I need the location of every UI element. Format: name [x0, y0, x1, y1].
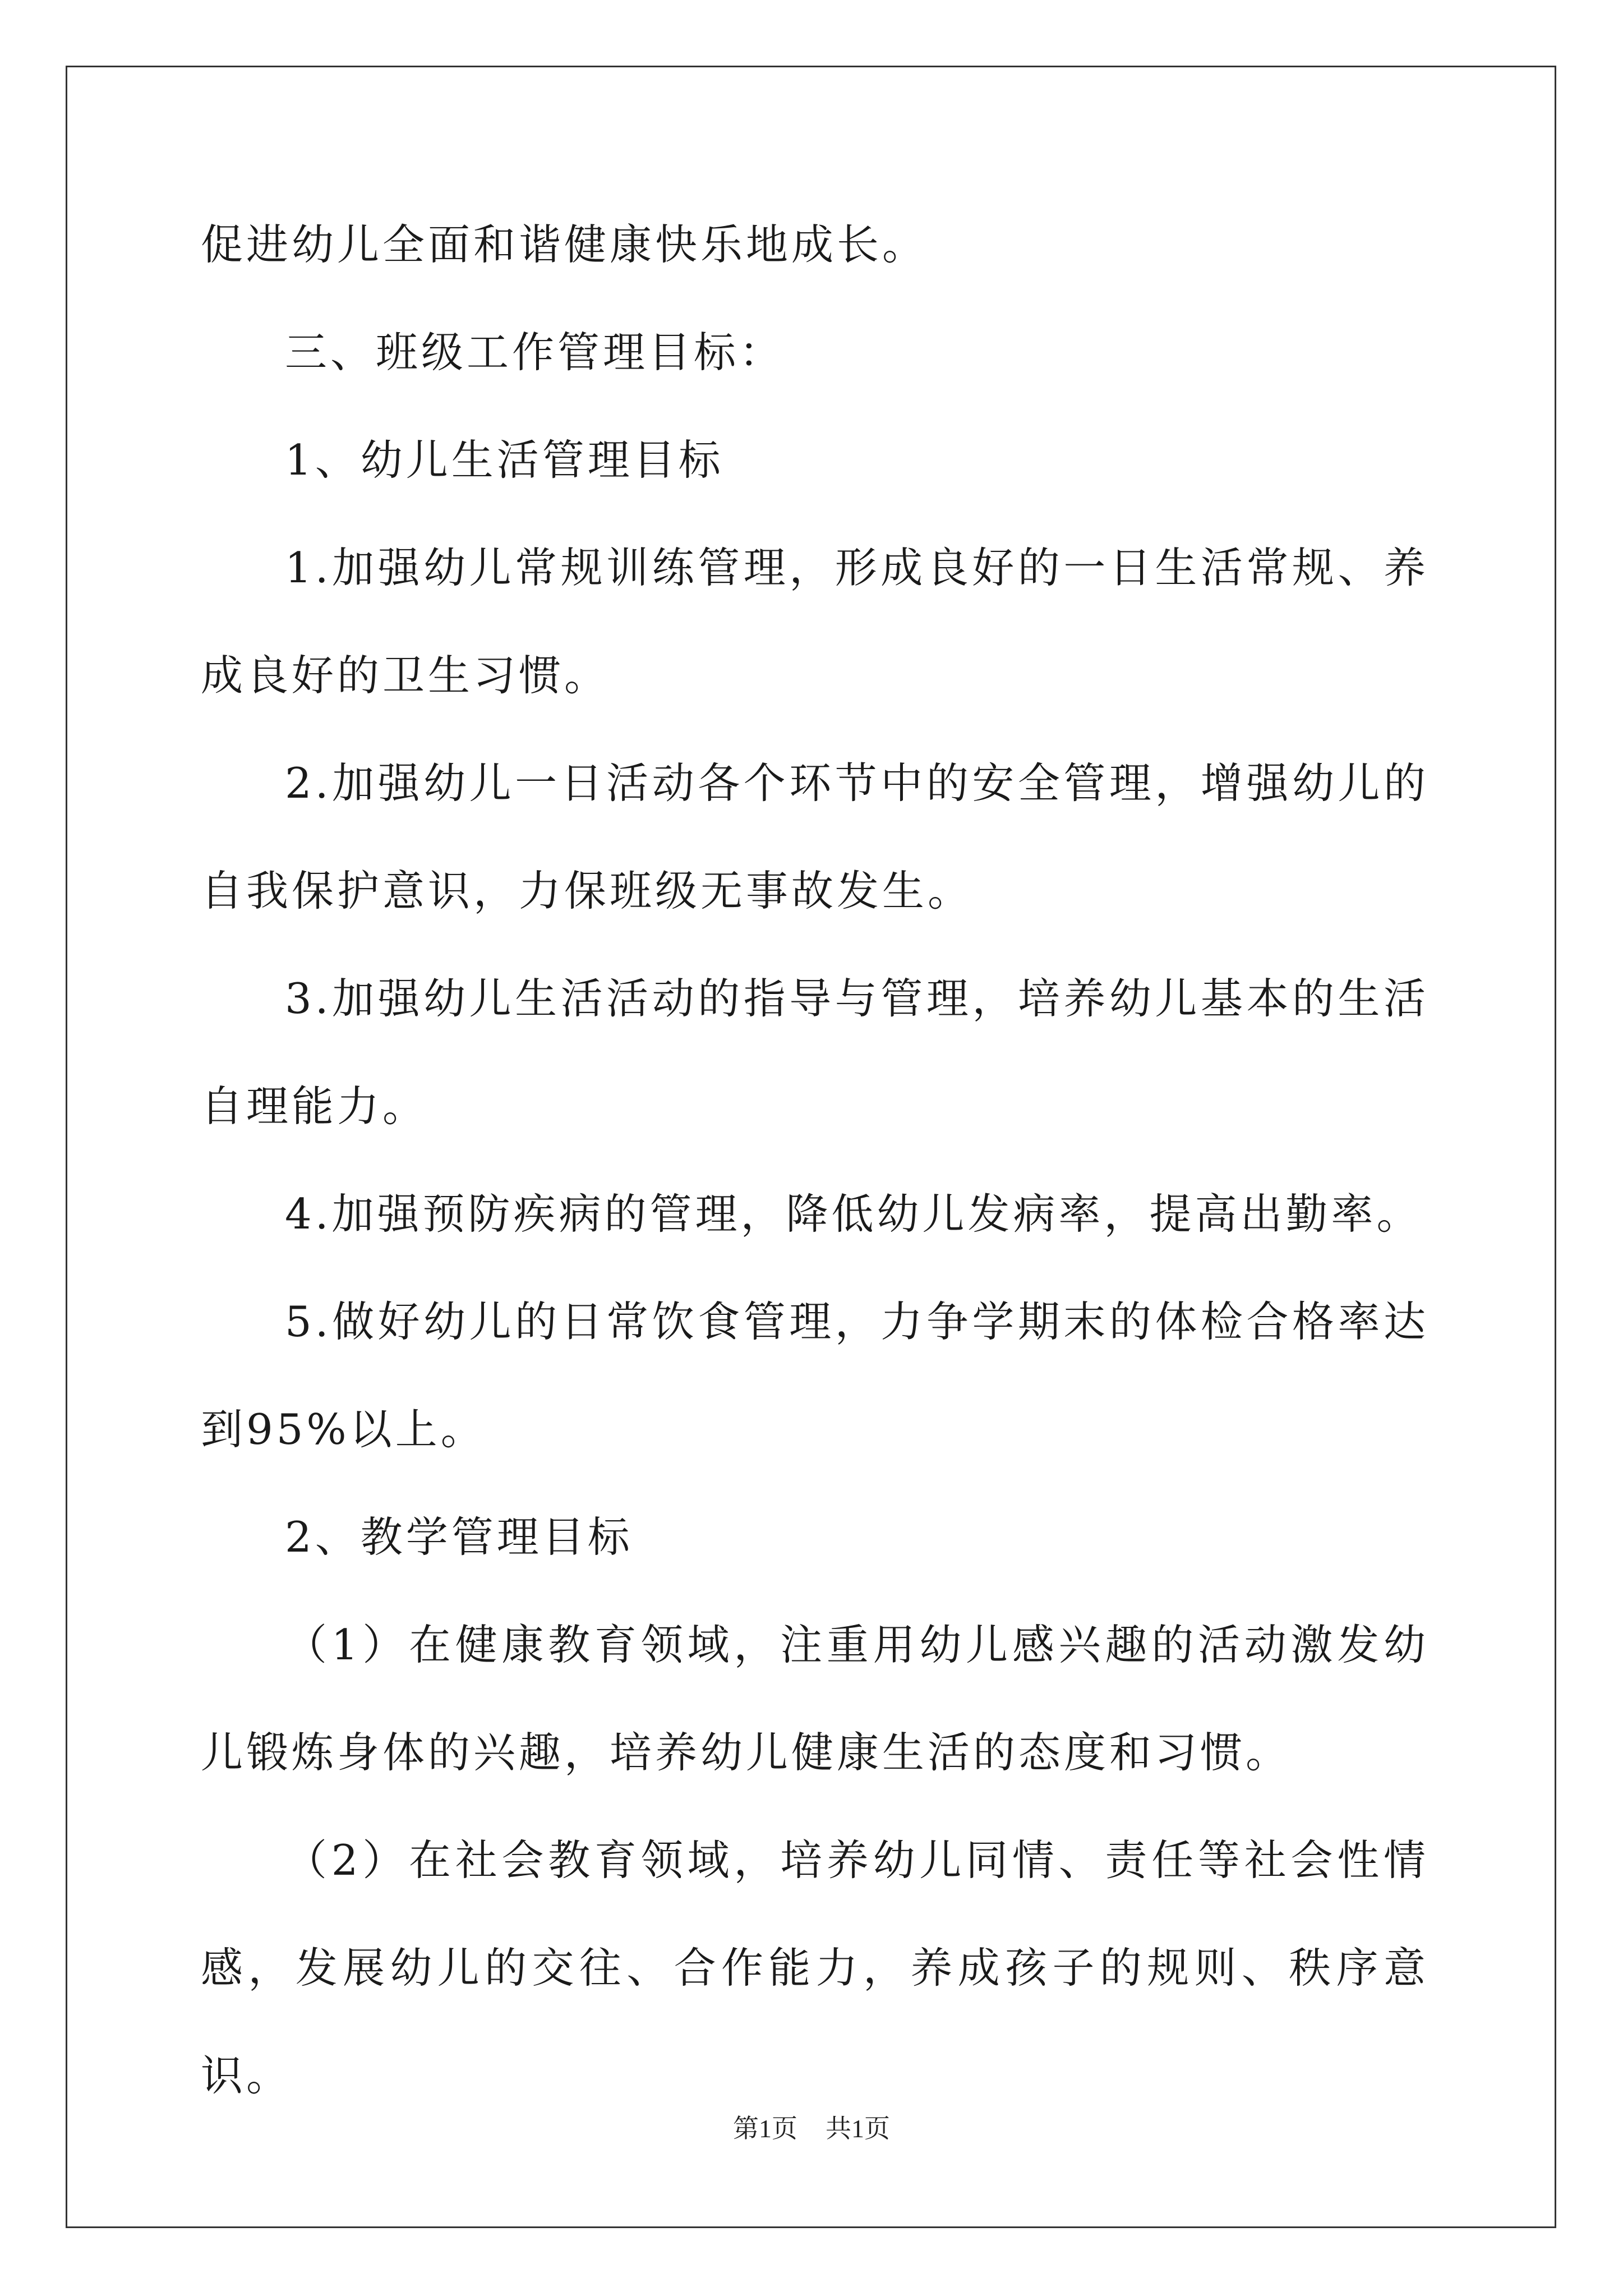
- subheading-life-management: 1、幼儿生活管理目标: [285, 435, 724, 485]
- list-item-5: 5.做好幼儿的日常饮食管理，力争学期末的体检合格率达到95%以上。: [201, 1297, 1429, 1454]
- document-body: [201, 191, 1429, 2129]
- heading-section-three: 三、班级工作管理目标：: [285, 328, 785, 377]
- paragraph-continuation: 促进幼儿全面和谐健康快乐地成长。: [201, 220, 928, 269]
- page-footer: [0, 2108, 1623, 2145]
- page-number: 第1页: [733, 2114, 797, 2143]
- teaching-item-1: （1）在健康教育领域，注重用幼儿感兴趣的活动激发幼儿锻炼身体的兴趣，培养幼儿健康生活的态度和习惯。: [201, 1620, 1429, 1777]
- list-item-2: 2.加强幼儿一日活动各个环节中的安全管理，增强幼儿的自我保护意识，力保班级无事故发生。: [201, 758, 1429, 915]
- list-item-1: 1.加强幼儿常规训练管理，形成良好的一日生活常规、养成良好的卫生习惯。: [201, 543, 1429, 700]
- list-item-3: 3.加强幼儿生活活动的指导与管理，培养幼儿基本的生活自理能力。: [201, 974, 1429, 1131]
- list-item-4: 4.加强预防疾病的管理，降低幼儿发病率，提高出勤率。: [285, 1189, 1422, 1239]
- page-total: 共1页: [826, 2114, 890, 2143]
- teaching-item-2: （2）在社会教育领域，培养幼儿同情、责任等社会性情感，发展幼儿的交往、合作能力，养成孩子的规则、秩序意识。: [201, 1835, 1429, 2100]
- subheading-teaching-management: 2、教学管理目标: [285, 1512, 633, 1562]
